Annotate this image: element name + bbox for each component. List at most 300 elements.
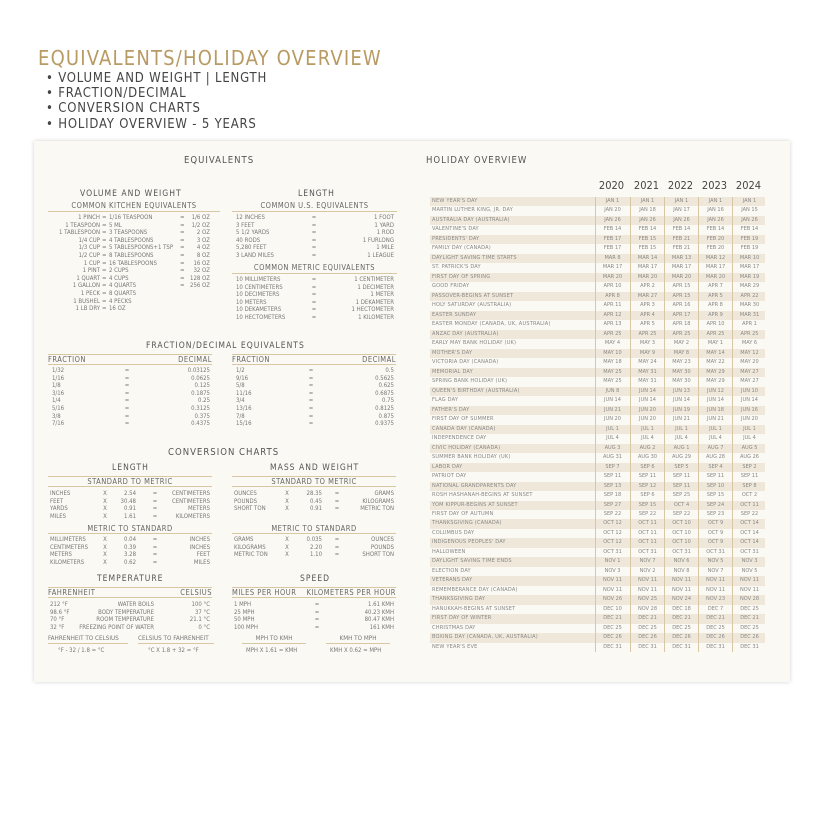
decimal-value: 0.6875: [375, 389, 394, 397]
fraction-right-equals: [306, 367, 316, 428]
holiday-date: MAR 8: [595, 254, 629, 263]
conv-mass-s2m-x: [282, 490, 292, 513]
unit: FEET: [196, 551, 210, 559]
times-sign: X: [103, 558, 107, 566]
holiday-date: DEC 26: [732, 633, 766, 642]
us-length: 5 1/2 YARDS: [236, 229, 270, 237]
holiday-name: THANKSGIVING (CANADA): [432, 520, 502, 527]
holiday-date: OCT 12: [595, 538, 629, 547]
equals-sign: =: [152, 490, 158, 497]
speed-kmh-col: [334, 601, 394, 631]
unit: CENTIMETERS: [171, 497, 210, 505]
holiday-row: [430, 633, 765, 642]
holiday-row: [430, 225, 765, 234]
decimal-value: 0.75: [381, 397, 394, 405]
fraction-header-label: FRACTION: [232, 355, 270, 364]
holiday-date: MAY 3: [630, 339, 664, 348]
holiday-row: [430, 586, 765, 595]
holiday-name: COLUMBUS DAY: [432, 529, 475, 536]
holiday-date: OCT 12: [595, 529, 629, 538]
equals-sign: =: [308, 389, 314, 397]
holiday-name: THANKSGIVING DAY: [432, 596, 486, 603]
equals-sign: =: [180, 267, 185, 275]
holiday-date: MAY 12: [732, 349, 766, 358]
volume-amount: 1 TABLESPOON: [58, 229, 100, 237]
us-length-equivalent: 1 MILE: [376, 244, 394, 252]
holiday-row: [430, 444, 765, 453]
holiday-date: JUL 1: [630, 425, 664, 434]
unit: MILLIMETERS: [50, 536, 86, 543]
holiday-date: MAY 1: [698, 339, 732, 348]
speed-header: [232, 587, 396, 598]
us-equals-column: [309, 214, 319, 260]
holiday-name: INDEPENDENCE DAY: [432, 435, 487, 442]
equals-sign: =: [180, 259, 185, 267]
times-sign: X: [103, 551, 107, 559]
holiday-row: [430, 396, 765, 405]
holiday-name: PATRIOT DAY: [432, 473, 467, 480]
equals-sign: =: [102, 297, 107, 305]
holiday-date: NOV 11: [664, 576, 698, 585]
volume-weight-title: VOLUME AND WEIGHT: [80, 189, 182, 199]
holiday-date: MAY 2: [664, 339, 698, 348]
unit: OUNCES: [234, 490, 257, 497]
unit: OUNCES: [371, 536, 394, 543]
holiday-date: JAN 1: [595, 197, 629, 206]
holiday-date: OCT 11: [630, 529, 664, 538]
holiday-row: [430, 425, 765, 434]
holiday-date: OCT 2: [732, 491, 766, 500]
holiday-date: FEB 15: [630, 235, 664, 244]
holiday-date: MAR 31: [732, 311, 766, 320]
times-sign: X: [103, 536, 107, 543]
fraction-value: 1/2: [236, 367, 245, 374]
times-sign: X: [285, 505, 289, 513]
decimal-value: 0.875: [378, 412, 394, 420]
equals-sign: =: [311, 236, 317, 244]
holiday-name: ANZAC DAY (AUSTRALIA): [432, 330, 499, 337]
equals-sign: =: [102, 244, 107, 252]
metric-equivalents-title: COMMON METRIC EQUIVALENTS: [232, 263, 397, 274]
celsius-value: 0 °C: [198, 623, 210, 631]
holiday-name: MOTHER'S DAY: [432, 349, 473, 356]
equals-sign: =: [102, 267, 107, 275]
equals-sign: =: [311, 214, 317, 221]
holiday-row: [430, 548, 765, 557]
holiday-name: NEW YEAR'S DAY: [432, 198, 478, 204]
conv-length-s2m-units: [50, 490, 100, 520]
feature-item: • VOLUME AND WEIGHT | LENGTH: [46, 71, 267, 86]
fraction-title: FRACTION/DECIMAL EQUIVALENTS: [146, 341, 305, 351]
holiday-date: NOV 24: [664, 595, 698, 604]
factor: 1.10: [309, 551, 322, 559]
volume-ounces: 32 OZ: [193, 267, 210, 275]
equals-sign: =: [124, 382, 130, 390]
holiday-date: JUN 8: [595, 387, 629, 396]
holiday-date: NOV 11: [732, 586, 766, 595]
equals-sign: =: [311, 313, 317, 321]
holiday-date: SEP 18: [595, 491, 629, 500]
fraction-value: 1/4: [52, 397, 61, 405]
metric-equals-column: [309, 276, 319, 322]
volume-ounces: 1/2 OZ: [191, 221, 210, 229]
holiday-date: OCT 11: [732, 501, 766, 510]
decimal-value: 0.4375: [191, 420, 210, 428]
holiday-row: [430, 605, 765, 614]
equals-sign: =: [124, 367, 130, 374]
volume-equivalent: 2 CUPS: [109, 267, 129, 275]
holiday-date: NOV 1: [595, 557, 629, 566]
holiday-name: VALENTINE'S DAY: [432, 226, 479, 233]
decimal-value: 0.5: [385, 367, 394, 374]
conv-mass-m2s-result: [338, 536, 394, 559]
year-header: 2024: [735, 179, 762, 192]
conversion-title: CONVERSION CHARTS: [168, 447, 280, 458]
unit: YARDS: [50, 505, 68, 513]
volume-amount: 1 LB DRY: [75, 305, 100, 313]
holiday-date: DEC 26: [595, 633, 629, 642]
factor: 0.45: [309, 497, 322, 505]
holiday-date: AUG 29: [664, 453, 698, 462]
holiday-date: NOV 11: [698, 586, 732, 595]
holiday-date: DEC 25: [698, 624, 732, 633]
us-length-equivalent: 1 YARD: [374, 221, 394, 229]
holiday-date: JUL 4: [664, 434, 698, 443]
decimal-right-col: [348, 367, 394, 428]
times-sign: X: [285, 497, 289, 505]
holiday-date: FEB 21: [664, 244, 698, 253]
fahrenheit-header: FAHRENHEIT: [48, 588, 96, 597]
holiday-date: MAY 18: [595, 358, 629, 367]
unit: KILOMETERS: [50, 558, 85, 566]
us-left-column: [236, 214, 316, 260]
unit: METERS: [188, 505, 210, 513]
holiday-date: JUL 4: [595, 434, 629, 443]
temperature-c-col: [174, 601, 210, 631]
equals-sign: =: [180, 229, 185, 237]
holiday-date: JUN 20: [630, 415, 664, 424]
holiday-date: NOV 11: [698, 576, 732, 585]
equals-sign: =: [102, 236, 107, 244]
holiday-row: [430, 406, 765, 415]
holiday-name: HANUKKAH-BEGINS AT SUNSET: [432, 605, 516, 612]
holiday-date: JAN 26: [595, 216, 629, 225]
conv-length-s2m: STANDARD TO METRIC: [48, 476, 212, 487]
holiday-date: SEP 23: [698, 510, 732, 519]
holiday-date: NOV 25: [630, 595, 664, 604]
holiday-date: DEC 26: [630, 633, 664, 642]
holiday-row: [430, 472, 765, 481]
holiday-date: SEP 11: [698, 472, 732, 481]
holiday-row: [430, 614, 765, 623]
holiday-date: DEC 21: [664, 614, 698, 623]
holiday-date: JUN 13: [664, 387, 698, 396]
holiday-date: SEP 11: [732, 472, 766, 481]
equals-sign: =: [124, 412, 130, 420]
unit: POUNDS: [370, 543, 394, 551]
speed-mph-col: [234, 601, 284, 631]
speed-title: SPEED: [300, 574, 331, 584]
holiday-date: JUL 4: [732, 434, 766, 443]
fraction-value: 3/4: [236, 397, 245, 405]
holiday-date: MAY 27: [732, 368, 766, 377]
factor: 30.48: [120, 497, 136, 505]
holiday-date: NOV 5: [732, 567, 766, 576]
c2f-formula: °C X 1.8 + 32 = °F: [148, 647, 199, 654]
holiday-name: HOLY SATURDAY (AUSTRALIA): [432, 302, 512, 309]
holiday-date: DEC 21: [732, 614, 766, 623]
holiday-date: MAR 29: [732, 282, 766, 291]
year-header: 2023: [701, 179, 728, 192]
volume-amount: 1 CUP: [83, 259, 100, 267]
holiday-date: MAR 17: [595, 263, 629, 272]
holiday-row: [430, 320, 765, 329]
equals-sign: =: [180, 274, 185, 282]
decimal-value: 0.625: [378, 382, 394, 390]
holiday-date: NOV 11: [630, 586, 664, 595]
holiday-date: MAY 6: [732, 339, 766, 348]
year-header: 2022: [667, 179, 694, 192]
holiday-date: JAN 1: [630, 197, 664, 206]
holiday-row: [430, 415, 765, 424]
holiday-date: OCT 10: [664, 529, 698, 538]
holiday-date: AUG 7: [698, 444, 732, 453]
equals-sign: =: [102, 259, 107, 267]
holiday-row: [430, 311, 765, 320]
holiday-date: APR 16: [664, 301, 698, 310]
volume-equivalent: 3 TEASPOONS: [109, 229, 148, 237]
holiday-name: FAMILY DAY (CANADA): [432, 245, 491, 252]
conv-length-s2m-result: [154, 490, 210, 520]
metric-length-equivalent: 1 HECTOMETER: [351, 306, 394, 314]
holiday-date: NOV 11: [664, 586, 698, 595]
volume-amount: 1 BUSHEL: [73, 297, 100, 305]
holiday-name: YOM KIPPUR-BEGINS AT SUNSET: [432, 501, 518, 508]
holiday-date: JAN 1: [698, 197, 732, 206]
holiday-date: DEC 25: [732, 624, 766, 633]
equals-sign: =: [102, 282, 107, 290]
equals-sign: =: [152, 536, 158, 543]
holiday-row: [430, 349, 765, 358]
equals-sign: =: [124, 420, 130, 428]
holiday-date: OCT 9: [698, 519, 732, 528]
us-length: 3 FEET: [236, 221, 255, 229]
conv-mass-title: MASS AND WEIGHT: [270, 463, 360, 473]
holiday-date: FEB 15: [630, 244, 664, 253]
holiday-date: OCT 14: [732, 538, 766, 547]
metric-left-column: [236, 276, 316, 322]
holiday-date: APR 15: [664, 282, 698, 291]
equals-sign: =: [308, 404, 314, 412]
decimal-header-label: DECIMAL: [178, 355, 212, 364]
volume-equivalent: 4 TABLESPOONS: [109, 236, 154, 244]
holiday-date: APR 1: [732, 320, 766, 329]
holiday-name: FLAG DAY: [432, 397, 459, 404]
holiday-date: JAN 16: [698, 206, 732, 215]
holiday-date: JUN 14: [630, 387, 664, 396]
holiday-row: [430, 576, 765, 585]
holiday-date: JUL 1: [595, 425, 629, 434]
equals-sign: =: [311, 298, 317, 306]
times-sign: X: [103, 543, 107, 551]
decimal-value: 0.0625: [191, 374, 210, 382]
holiday-name: LABOR DAY: [432, 463, 463, 470]
holiday-name: FATHER'S DAY: [432, 406, 470, 413]
holiday-date: OCT 31: [698, 548, 732, 557]
equals-sign: =: [311, 276, 317, 283]
holiday-row: [430, 235, 765, 244]
holiday-date: MAR 17: [732, 263, 766, 272]
unit: INCHES: [189, 543, 210, 551]
holiday-date: SEP 15: [630, 501, 664, 510]
unit: METRIC TON: [360, 505, 394, 513]
volume-amount: 1/2 CUP: [78, 251, 100, 259]
holiday-row: [430, 482, 765, 491]
temperature-title: TEMPERATURE: [97, 574, 164, 584]
holiday-date: SEP 12: [630, 482, 664, 491]
holiday-date: APR 13: [595, 320, 629, 329]
equals-sign: =: [334, 543, 340, 551]
holiday-date: JUN 14: [630, 396, 664, 405]
holiday-date: AUG 31: [595, 453, 629, 462]
volume-ounces: 2 OZ: [196, 229, 210, 237]
holiday-date: MAR 20: [698, 273, 732, 282]
equals-sign: =: [102, 229, 107, 237]
unit: CENTIMETERS: [50, 543, 89, 551]
equals-sign: =: [308, 420, 314, 428]
holiday-date: APR 7: [698, 282, 732, 291]
holiday-date: AUG 2: [630, 444, 664, 453]
decimal-value: 0.1875: [191, 389, 210, 397]
holiday-date: JUL 1: [664, 425, 698, 434]
metric-length: 10 DEKAMETERS: [236, 306, 282, 314]
holiday-date: JUN 14: [698, 396, 732, 405]
holiday-date: MAY 25: [595, 377, 629, 386]
factor: 0.91: [309, 505, 322, 513]
fraction-value: 1/16: [52, 374, 65, 382]
holiday-date: OCT 31: [732, 548, 766, 557]
mph2kmh-label: MPH TO KMH: [242, 635, 306, 644]
celsius-value: 21.1 °C: [189, 616, 210, 624]
holiday-date: MAY 25: [595, 368, 629, 377]
holiday-date: DEC 31: [595, 643, 629, 652]
holiday-date: NOV 7: [630, 557, 664, 566]
holiday-date: AUG 26: [732, 453, 766, 462]
metric-length-equivalent: 1 CENTIMETER: [354, 276, 394, 283]
metric-length: 10 MILLIMETERS: [236, 276, 281, 283]
times-sign: X: [285, 543, 289, 551]
conv-mass-s2m-factor: [298, 490, 322, 513]
holiday-name: SUMMER BANK HOLIDAY (UK): [432, 454, 511, 461]
holiday-date: DEC 25: [595, 624, 629, 633]
volume-amount: 1 GALLON: [72, 282, 100, 290]
factor: 0.62: [123, 558, 136, 566]
holiday-date: DEC 25: [664, 624, 698, 633]
holiday-date: SEP 11: [664, 482, 698, 491]
holiday-date: OCT 4: [664, 501, 698, 510]
holiday-date: APR 10: [698, 320, 732, 329]
volume-ounces: 256 OZ: [190, 282, 210, 290]
celsius-value: 37 °C: [194, 608, 210, 616]
unit: INCHES: [189, 536, 210, 543]
factor: 0.04: [123, 536, 136, 543]
temperature-label-col: [74, 601, 154, 631]
volume-equivalent: 4 PECKS: [109, 297, 132, 305]
holiday-date: MAY 31: [630, 377, 664, 386]
unit: INCHES: [50, 490, 71, 497]
volume-equivalent: 8 QUARTS: [109, 289, 137, 297]
holiday-date: MAR 20: [595, 273, 629, 282]
holiday-date: MAY 29: [698, 368, 732, 377]
holiday-name: QUEEN'S BIRTHDAY (AUSTRALIA): [432, 387, 520, 394]
holiday-row: [430, 510, 765, 519]
fraction-value: 9/16: [236, 374, 249, 382]
holiday-date: APR 8: [698, 301, 732, 310]
kmh-value: 80.47 KMH: [364, 616, 394, 624]
equals-sign: =: [102, 214, 107, 221]
holiday-date: MAY 10: [595, 349, 629, 358]
holiday-date: JUN 21: [664, 415, 698, 424]
equals-sign: =: [311, 291, 317, 299]
equals-sign: =: [102, 251, 107, 259]
holiday-date: FEB 19: [732, 244, 766, 253]
holiday-date: JAN 18: [630, 206, 664, 215]
holiday-name: PASSOVER-BEGINS AT SUNSET: [432, 292, 514, 299]
equals-sign: =: [308, 367, 314, 374]
holiday-name: SPRING BANK HOLIDAY (UK): [432, 378, 508, 385]
mph-value: 1 MPH: [234, 601, 252, 608]
fraction-value: 5/8: [236, 382, 245, 390]
holiday-table: [430, 197, 765, 652]
volume-equivalent: 4 CUPS: [109, 274, 129, 282]
volume-equivalent: 1/16 TEASPOON: [109, 214, 153, 221]
unit: METRIC TON: [234, 551, 268, 559]
equals-sign: =: [311, 221, 317, 229]
holiday-date: FEB 20: [698, 244, 732, 253]
holiday-row: [430, 529, 765, 538]
holiday-date: DEC 31: [698, 643, 732, 652]
holiday-name: PRESIDENTS' DAY: [432, 235, 480, 242]
holiday-date: APR 8: [595, 292, 629, 301]
holiday-row: [430, 453, 765, 462]
holiday-name: FIRST DAY OF WINTER: [432, 615, 492, 622]
holiday-name: INDIGENOUS PEOPLES' DAY: [432, 539, 506, 546]
unit: POUNDS: [234, 497, 258, 505]
holiday-date: SEP 4: [698, 463, 732, 472]
holiday-row: [430, 519, 765, 528]
unit: KILOGRAMS: [234, 543, 266, 551]
holiday-date: JUN 16: [732, 406, 766, 415]
feature-item: • CONVERSION CHARTS: [46, 101, 267, 116]
conv-mass-m2s-factor: [298, 536, 322, 559]
holiday-date: DEC 21: [595, 614, 629, 623]
times-sign: X: [285, 536, 289, 543]
holiday-date: FEB 14: [732, 225, 766, 234]
length-title: LENGTH: [298, 189, 335, 199]
kmh-header: KILOMETERS PER HOUR: [306, 588, 396, 597]
holiday-date: JUN 14: [595, 396, 629, 405]
equals-sign: =: [152, 512, 158, 520]
volume-ounces: 8 OZ: [196, 251, 210, 259]
us-length: 5,280 FEET: [236, 244, 267, 252]
holiday-date: JUN 21: [698, 415, 732, 424]
holiday-name: DAYLIGHT SAVING TIME ENDS: [432, 558, 512, 565]
times-sign: X: [285, 551, 289, 559]
holiday-row: [430, 624, 765, 633]
holiday-name: HALLOWEEN: [432, 548, 466, 555]
unit: SHORT TON: [234, 505, 266, 513]
holiday-date: MAR 20: [630, 273, 664, 282]
